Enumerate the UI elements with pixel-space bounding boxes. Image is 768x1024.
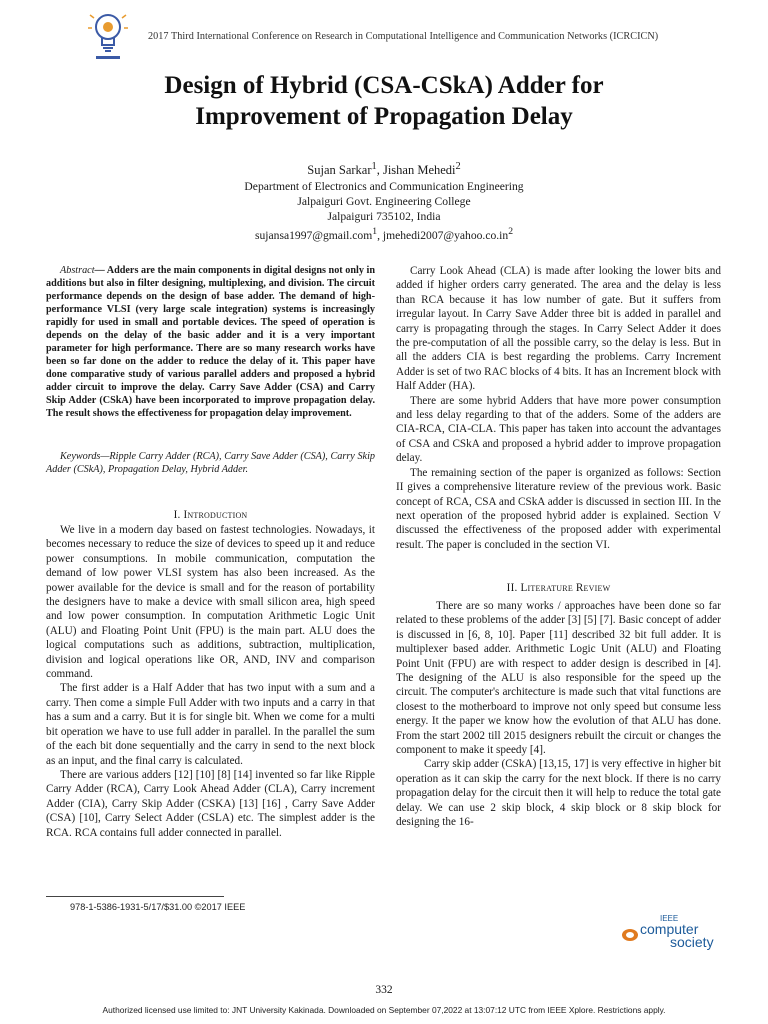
lit-review-paragraph-1: There are so many works / approaches have been done so far related to these problems of the adder [3] [5] [7]. Basic concept of adder is discussed in [6, 8, 10]. Paper [11] described 32 bit full adder. It is multiplexer based adder. Arithmetic Logic Unit (ALU) and Floating Point Unit (FPU) are with respect to adder design is described in [4]. The designing of the ALU is also responsible for the speed up the circuit. The computer's architecture is made such that vital functions are closest to the motherboard to improve not only speed but consume less energy. It the paper we know how the evolution of that ALU has done. From the start 2002 till 2015 designers rebuilt the circuit or changes the component to make it speedy [4]. — [396, 600, 721, 757]
intro-paragraph-1: We live in a modern day based on fastest technologies. Nowadays, it becomes necessary to reduce the size of devices to speed up it and reduce power consumptions. In mobile communication, computation the demand of low power VLSI system has also been increased. As the power available for the device is small and for the reason of portability the designers have to make a device with small silicon area, high speed and low power consumption. In computation Arithmetic Logic Unit (ALU) and Floating Point Unit (FPU) is the main part. ALU does the logical computations such as additions, subtraction, multiplication, division and logical operations like OR, AND, INV and comparison command. — [46, 524, 375, 681]
bulb-icon — [88, 10, 128, 62]
author-emails: sujansa1997@gmail.com$^1$, $jmehedi2007@yahoo.co.in^2$ — [254, 226, 514, 242]
conference-logo — [88, 10, 128, 62]
copyright-isbn: 978-1-5386-1931-5/17/$31.00 ©2017 IEEE — [70, 902, 246, 912]
intro-paragraph-3: There are various adders [12] [10] [8] [14] invented so far like Ripple Carry Adder (RCA), Carry Look Ahead Adder (CLA), Carry increment Adder (CIA), Carry Skip Adder (CSKA) [13] [16] , Carry Save Adder (CSA) [10], Carry Select Adder (CSLA) etc. The simplest adder is the RCA. RCA contains full adder connected in parallel. — [46, 768, 375, 839]
author-2-sup: 2 — [455, 161, 461, 172]
keywords: Keywords—Ripple Carry Adder (RCA), Carry Save Adder (CSA), Carry Skip Adder (CSkA), Propagation Delay, Hybrid Adder. — [46, 451, 375, 475]
email-1[interactable]: sujansa1997@gmail.com — [254, 228, 373, 242]
intro-paragraph-2: The first adder is a Half Adder that has two input with a sum and a carry. Then come a simple Full Adder with two inputs and a carry in that has a sum and a carry. But it is for single bit. When we come for a multi bit operation we have to use full adder in parallel. In the parallel the sum of the each bit done sequentially and the carry in send to the next block as an input, and the final carry is calculated. — [46, 682, 375, 767]
intro-paragraph-6: The remaining section of the paper is organized as follows: Section II gives a comprehensive literature review of the previous work. Basic concept of RCA, CSA and CSkA adder is discussed in section III. In the next operation of the proposed hybrid adder is explained. Section V discussed the effectiveness of the proposed adder with experimental result. The paper is concluded in the section VI. — [396, 466, 721, 551]
author-1-sup: 1 — [371, 161, 377, 172]
title-line-2: Improvement of Propagation Delay — [195, 103, 573, 130]
computer-label: computer — [640, 921, 699, 937]
page-number: 332 — [375, 984, 393, 996]
affiliation-dept: Department of Electronics and Communication Engineering — [244, 180, 524, 193]
author-2: Jishan Mehedi — [382, 163, 456, 178]
intro-paragraph-4: Carry Look Ahead (CLA) is made after looking the lower bits and added if higher orders carry generated. The area and the delay is less than RCA because it has low number of gate. But it suffers from irregular layout. In Carry Save Adder three bit is added in parallel and carry is propagating through the stages. In Carry Select Adder it does the pre-computation of all the possible carry, so the delay is less. But in all the adders CIA is best regarding the problems. Carry Increment Adder is set of two RAC blocks of 4 bits. It has an Increment block with Half Adder (HA). — [396, 265, 721, 393]
email-2[interactable]: jmehedi2007@yahoo.co.in — [382, 228, 509, 242]
paper-title — [40, 70, 728, 132]
section-2-heading: II. Literature Review — [506, 582, 611, 594]
ieee-computer-society-logo — [620, 912, 724, 952]
section-2-body — [396, 599, 721, 830]
abstract — [46, 264, 375, 420]
conference-header: 2017 Third International Conference on Research in Computational Intelligence and Communication Networks (ICRCICN) — [148, 31, 659, 42]
affiliation-city: Jalpaiguri 735102, India — [327, 210, 441, 223]
section-1-heading: I. Introduction — [173, 509, 248, 521]
author-list: Sujan Sarkar$^1$, Jishan Mehedi$^2$ — [307, 161, 461, 178]
affiliation-college: Jalpaiguri Govt. Engineering College — [297, 195, 471, 208]
society-label: society — [670, 934, 714, 950]
intro-paragraph-5: There are some hybrid Adders that have more power consumption and less delay regarding to that of the adders. Some of the adders are CIA-RCA, CIA-CLA. This paper has taken into account the advantages of CSA and CSkA and proposed a hybrid adder to improve propagation delay. — [396, 394, 721, 465]
author-1: Sujan Sarkar — [307, 163, 372, 178]
footnote-rule — [46, 896, 224, 897]
ieee-label: IEEE — [660, 914, 679, 923]
lit-review-paragraph-2: Carry skip adder (CSkA) [13,15, 17] is very effective in higher bit operation as it can skip the carry for the next block. If there is no carry propagation delay for the circuit then it will help to reduce the total gate delay. We can use 2 skip block, 4 skip block or 8 skip block for designing the 16- — [396, 758, 721, 829]
section-1-body — [46, 523, 375, 840]
license-notice: Authorized licensed use limited to: JNT University Kakinada. Downloaded on September 07,2022 at 13:07:12 UTC from IEEE Xplore. Restrictions apply. — [102, 1005, 666, 1015]
right-column-intro — [396, 264, 721, 552]
abstract-text: — Adders are the main components in digital designs not only in additions but also in filter designing, multiplexing, and division. The circuit performance depends on the design of base adder. The demand of high-performance VLSI (very large scale integration) systems is increasingly rapidly for used in small and portable devices. The speed of operation is depends on the delay of the basic adder and it is a very important parameter for high performance. There are so many research works have been so far done on the adder to reduce the delay of it. This paper have done comparative study of various parallel adders and proposed a hybrid adder circuit to improve the delay. Carry Save Adder (CSA) and Carry Skip Adder (CSkA) have been incorporated to improve propagation delay. The result shows the effectiveness for propagation delay improvement. — [46, 265, 375, 419]
abstract-label: Abstract — [60, 265, 95, 276]
title-line-1: Design of Hybrid (CSA-CSkA) Adder for — [164, 72, 604, 99]
